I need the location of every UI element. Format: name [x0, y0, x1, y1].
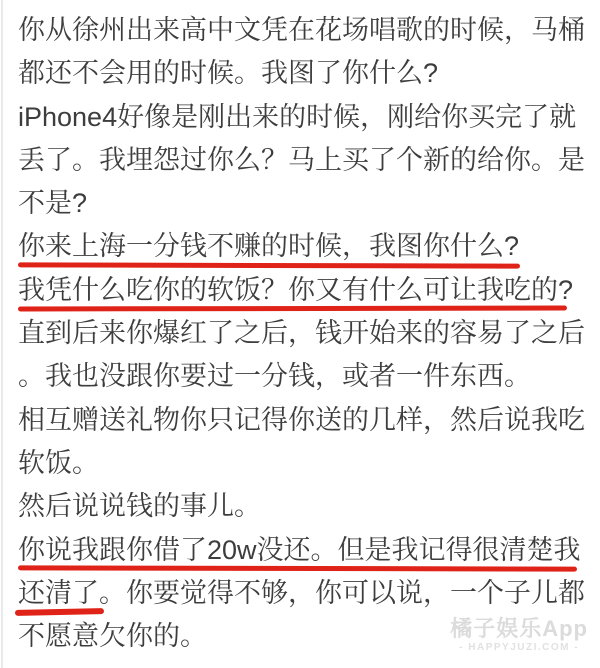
text-line: 不愿意欠你的。	[18, 621, 207, 652]
text-line: 都还不会用的时候。我图了你什么?	[18, 58, 439, 89]
paragraph-text-block	[18, 9, 593, 658]
red-underline	[18, 306, 567, 312]
text-line-emphasized: 还清了。你要觉得不够，你可以说，一个子儿都	[18, 577, 585, 608]
watermark	[450, 617, 588, 654]
text-line-emphasized: 我凭什么吃你的软饭？你又有什么可让我吃的?	[18, 274, 574, 305]
text-line: 你从徐州出来高中文凭在花场唱歌的时候，马桶	[18, 15, 585, 45]
text-line-emphasized: 你来上海一分钱不赚的时候，我图你什么?	[18, 231, 520, 262]
text-line: 。我也没跟你要过一分钱，或者一件东西。	[18, 361, 531, 392]
left-edge-line	[1, 0, 3, 668]
text-line: 直到后来你爆红了之后，钱开始来的容易了之后	[18, 318, 585, 349]
text-line: 不是?	[18, 188, 88, 219]
text-line: 软饭。	[18, 447, 99, 478]
text-line: iPhone4好像是刚出来的时候，刚给你买完了就	[18, 101, 577, 132]
text-line: 相互赠送礼物你只记得你送的几样，然后说我吃	[18, 404, 585, 435]
text-line: 然后说说钱的事儿。	[18, 491, 261, 522]
watermark-site-text: - HAPPYJUZI.COM -	[459, 642, 580, 653]
watermark-brand-text: 橘子娱乐App	[450, 616, 588, 641]
text-line-emphasized: 你说我跟你借了20w没还。但是我记得很清楚我	[18, 534, 581, 565]
text-line: 丢了。我埋怨过你么？马上买了个新的给你。是	[18, 144, 585, 175]
